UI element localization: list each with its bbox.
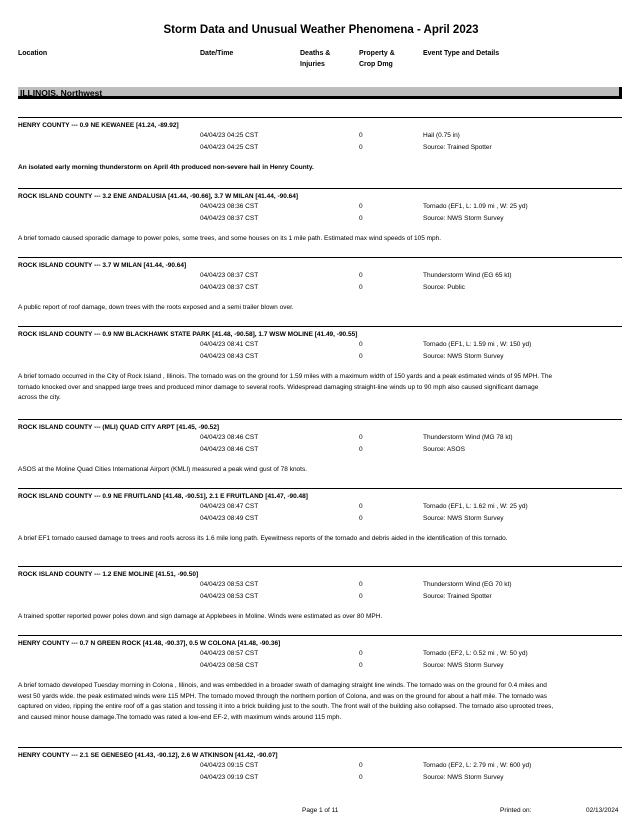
- event-type: Thunderstorm Wind (EG 65 kt): [423, 272, 512, 279]
- event-block: [18, 566, 622, 623]
- event-damage: 0: [359, 203, 363, 210]
- event-detail-row: [18, 339, 622, 351]
- event-block: [18, 188, 622, 245]
- event-datetime: 04/04/23 08:43 CST: [200, 353, 259, 360]
- event-datetime: 04/04/23 08:53 CST: [200, 593, 259, 600]
- event-type: Thunderstorm Wind (EG 70 kt): [423, 581, 512, 588]
- event-datetime: 04/04/23 08:46 CST: [200, 446, 259, 453]
- event-datetime: 04/04/23 08:57 CST: [200, 650, 259, 657]
- page-title: Storm Data and Unusual Weather Phenomena - April 2023: [163, 24, 479, 36]
- event-detail-row: [18, 282, 622, 294]
- event-divider: [18, 747, 622, 748]
- column-header-property: [359, 48, 395, 70]
- event-detail-row: [18, 660, 622, 672]
- event-type: Source: Trained Spotter: [423, 593, 492, 600]
- event-datetime: 04/04/23 08:37 CST: [200, 272, 259, 279]
- event-type: Tornado (EF1, L: 1.09 mi , W: 25 yd): [423, 203, 528, 210]
- region-title: ILLINOIS, Northwest: [20, 88, 103, 98]
- event-block: [18, 257, 622, 314]
- event-datetime: 04/04/23 08:41 CST: [200, 341, 259, 348]
- event-datetime: 04/04/23 04:25 CST: [200, 144, 259, 151]
- event-type: Source: Trained Spotter: [423, 144, 492, 151]
- event-damage: 0: [359, 593, 363, 600]
- event-datetime: 04/04/23 08:46 CST: [200, 434, 259, 441]
- column-header-property-line2: Crop Dmg: [359, 61, 393, 68]
- event-datetime: 04/04/23 08:36 CST: [200, 203, 259, 210]
- event-detail-row: [18, 130, 622, 142]
- event-type: Tornado (EF2, L: 0.52 mi , W: 50 yd): [423, 650, 528, 657]
- column-header-location: Location: [18, 50, 48, 57]
- event-detail-row: [18, 213, 622, 225]
- event-damage: 0: [359, 353, 363, 360]
- event-datetime: 04/04/23 08:58 CST: [200, 662, 259, 669]
- column-header-event: Event Type and Details: [423, 50, 500, 57]
- event-divider: [18, 488, 622, 489]
- event-type: Hail (0.75 in): [423, 132, 460, 139]
- event-damage: 0: [359, 662, 363, 669]
- event-block: [18, 635, 622, 723]
- event-type: Tornado (EF1, L: 1.59 mi , W: 150 yd): [423, 341, 532, 348]
- column-header-deaths: [300, 48, 330, 70]
- event-detail-row: [18, 432, 622, 444]
- event-type: Tornado (EF1, L: 1.62 mi , W: 25 yd): [423, 503, 528, 510]
- event-datetime: 04/04/23 08:37 CST: [200, 284, 259, 291]
- event-detail-row: [18, 270, 622, 282]
- event-divider: [18, 635, 622, 636]
- event-datetime: 04/04/23 09:15 CST: [200, 762, 259, 769]
- column-header-deaths-line2: Injuries: [300, 61, 325, 68]
- event-type: Source: NWS Storm Survey: [423, 353, 504, 360]
- printed-label: Printed on:: [500, 807, 532, 814]
- column-header-deaths-line1: Deaths &: [300, 50, 331, 57]
- event-damage: 0: [359, 272, 363, 279]
- event-detail-row: [18, 201, 622, 213]
- event-divider: [18, 326, 622, 327]
- event-divider: [18, 117, 622, 118]
- event-narrative: An isolated early morning thunderstorm on April 4th produced non-severe hail in Henry County.: [18, 164, 314, 171]
- event-block: [18, 117, 622, 174]
- event-narrative: A brief EF1 tornado caused damage to trees and roofs across its 1.6 mile long path. Eyewitness reports of the tornado and debris aided in the identification of this tornado.: [18, 535, 508, 542]
- event-type: Source: NWS Storm Survey: [423, 774, 504, 781]
- event-datetime: 04/04/23 08:49 CST: [200, 515, 259, 522]
- event-narrative: A brief tornado developed Tuesday morning in Colona , Illinois, and was embedded in a broader swath of damaging straight line winds. The tornado was on the ground for 0.4 miles and west 50 yards wide. the peak estimated winds were 115 MPH. The tornado moved through the northern portion of Colona, and was on the ground for about a half mile. The tornado was captured on video, ripping the entire roof off a gas station and tossing it into a brick building just to the south. The front wall of the building also collapsed. The tornado also uprooted trees, and caused minor house damage.The tornado was rated a low-end EF-2, with maximum winds around 115 mph.: [18, 682, 554, 721]
- event-datetime: 04/04/23 08:37 CST: [200, 215, 259, 222]
- page-number: Page 1 of 11: [302, 807, 339, 814]
- event-location-header: ROCK ISLAND COUNTY --- 3.7 W MILAN [41.44, -90.64]: [18, 262, 187, 269]
- event-type: Thunderstorm Wind (MG 78 kt): [423, 434, 513, 441]
- event-type: Source: Public: [423, 284, 465, 291]
- event-type: Source: NWS Storm Survey: [423, 215, 504, 222]
- event-location-header: ROCK ISLAND COUNTY --- 3.2 ENE ANDALUSIA [41.44, -90.66], 3.7 W MILAN [41.44, -90.64]: [18, 193, 299, 200]
- event-narrative: A brief tornado caused sporadic damage to power poles, some trees, and some houses on its 1 mile path. Estimated max wind speeds of 105 mph.: [18, 235, 442, 242]
- event-datetime: 04/04/23 04:25 CST: [200, 132, 259, 139]
- event-block: [18, 419, 622, 476]
- event-divider: [18, 566, 622, 567]
- event-detail-row: [18, 142, 622, 154]
- event-type: Source: ASOS: [423, 446, 465, 453]
- event-type: Source: NWS Storm Survey: [423, 515, 504, 522]
- event-narrative: A brief tornado occurred in the City of Rock Island , Illinois. The tornado was on the ground for 1.59 miles with a maximum width of 150 yards and a peak estimated winds of 95 MPH. The tornado knocked over and snapped large trees and produced minor damage to several roofs. Widespread damaging straight-line winds up to 90 mph also caused significant damage across the city.: [18, 373, 553, 401]
- event-type: Source: NWS Storm Survey: [423, 662, 504, 669]
- event-divider: [18, 419, 622, 420]
- event-detail-row: [18, 772, 622, 784]
- event-location-header: ROCK ISLAND COUNTY --- 1.2 ENE MOLINE [41.51, -90.50]: [18, 571, 199, 578]
- event-narrative: A trained spotter reported power poles down and sign damage at Applebees in Moline. Winds were estimated as over 80 MPH.: [18, 613, 383, 620]
- event-damage: 0: [359, 132, 363, 139]
- event-datetime: 04/04/23 08:53 CST: [200, 581, 259, 588]
- event-location-header: HENRY COUNTY --- 0.9 NE KEWANEE [41.24, -89.92]: [18, 122, 179, 129]
- event-block: [18, 488, 622, 545]
- event-damage: 0: [359, 774, 363, 781]
- event-detail-row: [18, 591, 622, 603]
- column-header-property-line1: Property &: [359, 50, 395, 57]
- column-header-datetime: Date/Time: [200, 50, 234, 57]
- event-damage: 0: [359, 446, 363, 453]
- event-narrative: A public report of roof damage, down trees with the roots exposed and a semi trailer blown over.: [18, 304, 294, 311]
- event-type: Tornado (EF2, L: 2.79 mi , W: 600 yd): [423, 762, 532, 769]
- printed-date: 02/13/2024: [586, 807, 619, 814]
- event-location-header: ROCK ISLAND COUNTY --- 0.9 NE FRUITLAND [41.48, -90.51], 2.1 E FRUITLAND [41.47, -90.48]: [18, 493, 308, 500]
- event-location-header: ROCK ISLAND COUNTY --- (MLI) QUAD CITY ARPT [41.45, -90.52]: [18, 424, 220, 431]
- event-damage: 0: [359, 284, 363, 291]
- event-detail-row: [18, 648, 622, 660]
- event-damage: 0: [359, 215, 363, 222]
- event-divider: [18, 188, 622, 189]
- event-block: [18, 326, 622, 404]
- event-damage: 0: [359, 341, 363, 348]
- event-damage: 0: [359, 503, 363, 510]
- event-damage: 0: [359, 434, 363, 441]
- event-detail-row: [18, 579, 622, 591]
- event-detail-row: [18, 760, 622, 772]
- event-divider: [18, 257, 622, 258]
- event-datetime: 04/04/23 08:47 CST: [200, 503, 259, 510]
- event-detail-row: [18, 351, 622, 363]
- event-datetime: 04/04/23 09:19 CST: [200, 774, 259, 781]
- event-location-header: HENRY COUNTY --- 0.7 N GREEN ROCK [41.48, -90.37], 0.5 W COLONA [41.48, -90.36]: [18, 640, 281, 647]
- event-damage: 0: [359, 762, 363, 769]
- event-damage: 0: [359, 581, 363, 588]
- event-detail-row: [18, 444, 622, 456]
- event-location-header: HENRY COUNTY --- 2.1 SE GENESEO [41.43, -90.12], 2.6 W ATKINSON [41.42, -90.07]: [18, 752, 278, 759]
- region-bar: [18, 87, 622, 99]
- event-damage: 0: [359, 650, 363, 657]
- event-damage: 0: [359, 515, 363, 522]
- event-damage: 0: [359, 144, 363, 151]
- event-location-header: ROCK ISLAND COUNTY --- 0.9 NW BLACKHAWK STATE PARK [41.48, -90.58], 1.7 WSW MOLINE [41.49, -90.55]: [18, 331, 358, 338]
- event-detail-row: [18, 513, 622, 525]
- event-narrative: ASOS at the Moline Quad Cities International Airport (KMLI) measured a peak wind gust of 78 knots.: [18, 466, 308, 473]
- event-detail-row: [18, 501, 622, 513]
- event-block: [18, 747, 622, 784]
